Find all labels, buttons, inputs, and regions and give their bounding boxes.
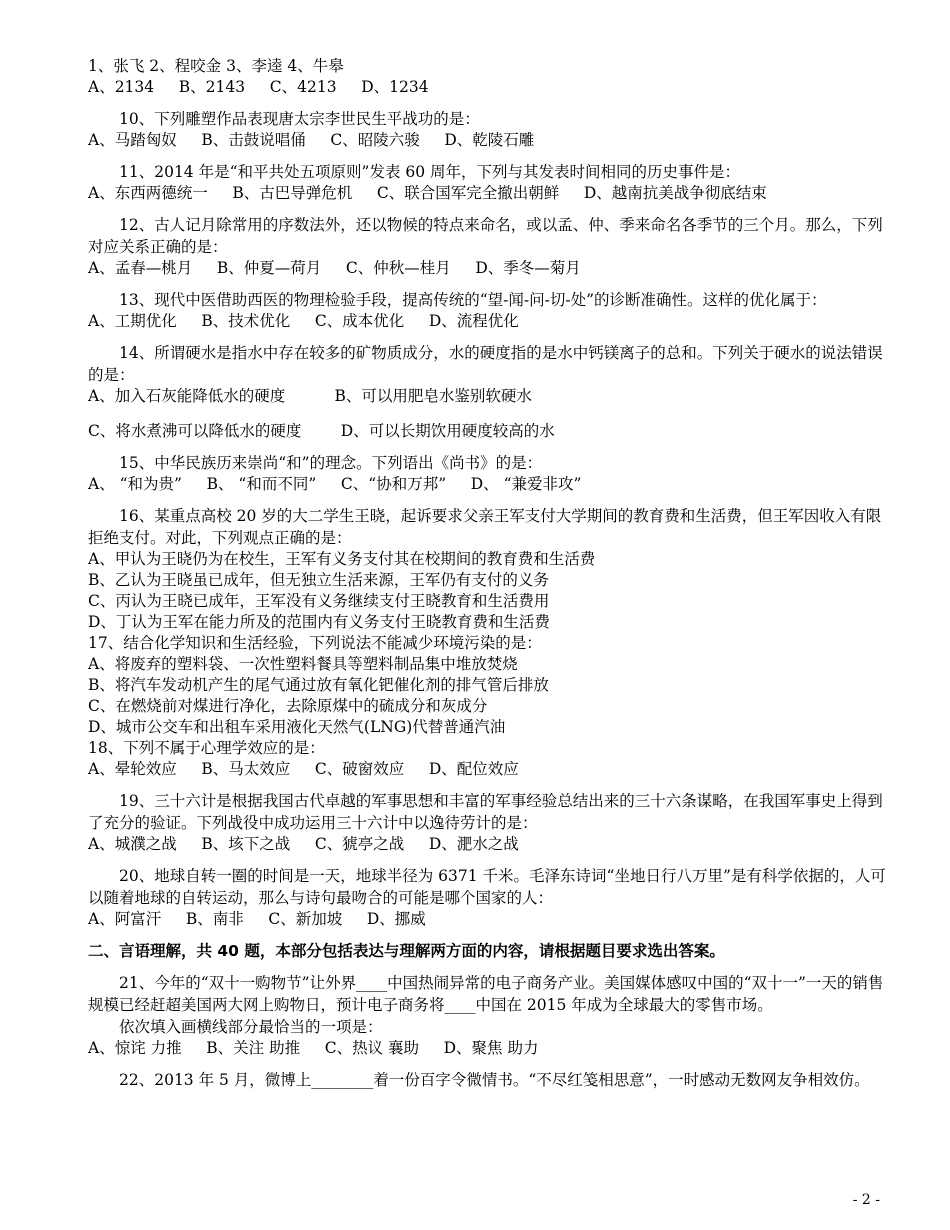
q17-option-b: B、将汽车发动机产生的尾气通过放有氧化钯催化剂的排气管后排放 xyxy=(88,676,549,694)
q13-options: A、工期优化 B、技术优化 C、成本优化 D、流程优化 xyxy=(88,312,519,330)
q21-stem: 21、今年的“双十一购物节”让外界____中国热闹异常的电子商务产业。美国媒体感叹中国的“双十一”一天的销售规模已经赶超美国两大网上购物日，预计电子商务将____中国在 2015 年成为全球最大的零售市场。 xyxy=(88,974,884,1014)
q17-stem: 17、结合化学知识和生活经验，下列说法不能减少环境污染的是： xyxy=(88,634,542,652)
q18-stem: 18、下列不属于心理学效应的是： xyxy=(88,739,325,757)
q16-stem: 16、某重点高校 20 岁的大二学生王晓，起诉要求父亲王军支付大学期间的教育费和生活费，但王军因收入有限拒绝支付。对此，下列观点正确的是： xyxy=(88,507,882,547)
question-22 xyxy=(88,1069,888,1091)
q21-options: A、惊诧 力推 B、关注 助推 C、热议 襄助 D、聚焦 助力 xyxy=(88,1039,539,1057)
question-17 xyxy=(88,633,888,738)
q16-option-d: D、丁认为王军在能力所及的范围内有义务支付王晓教育费和生活费 xyxy=(88,613,550,631)
q9-items: 1、张飞 2、程咬金 3、李逵 4、牛皋 xyxy=(88,57,344,75)
question-16 xyxy=(88,505,888,633)
q12-options: A、孟春—桃月 B、仲夏—荷月 C、仲秋—桂月 D、季冬—菊月 xyxy=(88,259,581,277)
section-heading xyxy=(88,940,888,962)
question-20 xyxy=(88,865,888,930)
q15-stem: 15、中华民族历来崇尚“和”的理念。下列语出《尚书》的是： xyxy=(119,454,543,472)
section-2-title: 二、言语理解，共 40 题，本部分包括表达与理解两方面的内容，请根据题目要求选出答案。 xyxy=(88,942,725,960)
page-number: - 2 - xyxy=(852,1192,880,1208)
q10-stem: 10、下列雕塑作品表现唐太宗李世民生平战功的是： xyxy=(119,110,480,128)
q22-stem: 22、2013 年 5 月，微博上________着一份百字令微情书。“不尽红笺相思意”，一时感动无数网友争相效仿。 xyxy=(119,1071,870,1089)
question-19 xyxy=(88,790,888,855)
q11-stem: 11、2014 年是“和平共处五项原则”发表 60 周年，下列与其发表时间相同的历史事件是： xyxy=(119,163,741,181)
q14-options-cd: C、将水煮沸可以降低水的硬度 D、可以长期饮用硬度较高的水 xyxy=(88,422,555,440)
q13-stem: 13、现代中医借助西医的物理检验手段，提高传统的“望-闻-问-切-处”的诊断准确性。这样的优化属于： xyxy=(119,291,827,309)
q15-options: A、 “和为贵” B、 “和而不同” C、“协和万邦” D、 “兼爱非攻” xyxy=(88,475,582,493)
q17-option-d: D、城市公交车和出租车采用液化天然气(LNG)代替普通汽油 xyxy=(88,718,506,736)
question-15 xyxy=(88,452,888,495)
q20-options: A、阿富汗 B、南非 C、新加坡 D、挪威 xyxy=(88,910,426,928)
q16-option-b: B、乙认为王晓虽已成年，但无独立生活来源，王军仍有支付的义务 xyxy=(88,571,549,589)
q10-options: A、马踏匈奴 B、击鼓说唱俑 C、昭陵六骏 D、乾陵石雕 xyxy=(88,131,535,149)
q21-instruction: 依次填入画横线部分最恰当的一项是： xyxy=(119,1018,383,1036)
q9-options: A、2134 B、2143 C、4213 D、1234 xyxy=(88,78,429,96)
q19-stem: 19、三十六计是根据我国古代卓越的军事思想和丰富的军事经验总结出来的三十六条谋略，在我国军事史上得到了充分的验证。下列战役中成功运用三十六计中以逸待劳计的是： xyxy=(88,792,883,832)
q18-options: A、晕轮效应 B、马太效应 C、破窗效应 D、配位效应 xyxy=(88,760,519,778)
question-14 xyxy=(88,342,888,442)
question-11 xyxy=(88,161,888,204)
q16-option-a: A、甲认为王晓仍为在校生，王军有义务支付其在校期间的教育费和生活费 xyxy=(88,550,596,568)
q20-stem: 20、地球自转一圈的时间是一天，地球半径为 6371 千米。毛泽东诗词“坐地日行八万里”是有科学依据的，人可以随着地球的自转运动，那么与诗句最吻合的可能是哪个国家的人： xyxy=(88,867,886,907)
q19-options: A、城濮之战 B、垓下之战 C、猇亭之战 D、淝水之战 xyxy=(88,835,519,853)
question-12 xyxy=(88,214,888,279)
question-18 xyxy=(88,738,888,780)
q14-stem: 14、所谓硬水是指水中存在较多的矿物质成分，水的硬度指的是水中钙镁离子的总和。下列关于硬水的说法错误的是： xyxy=(88,344,883,384)
question-21 xyxy=(88,972,888,1059)
q14-options-ab: A、加入石灰能降低水的硬度 B、可以用肥皂水鉴别软硬水 xyxy=(88,387,532,405)
question-9-continued xyxy=(88,56,888,98)
q12-stem: 12、古人记月除常用的序数法外，还以物候的特点来命名，或以孟、仲、季来命名各季节的三个月。那么，下列对应关系正确的是： xyxy=(88,216,883,256)
q17-option-a: A、将废弃的塑料袋、一次性塑料餐具等塑料制品集中堆放焚烧 xyxy=(88,655,518,673)
exam-page xyxy=(88,56,888,1101)
q11-options: A、东西两德统一 B、古巴导弹危机 C、联合国军完全撤出朝鲜 D、越南抗美战争彻底结束 xyxy=(88,184,767,202)
q17-option-c: C、在燃烧前对煤进行净化，去除原煤中的硫成分和灰成分 xyxy=(88,697,488,715)
question-13 xyxy=(88,289,888,332)
q16-option-c: C、丙认为王晓已成年，王军没有义务继续支付王晓教育和生活费用 xyxy=(88,592,550,610)
question-10 xyxy=(88,108,888,151)
